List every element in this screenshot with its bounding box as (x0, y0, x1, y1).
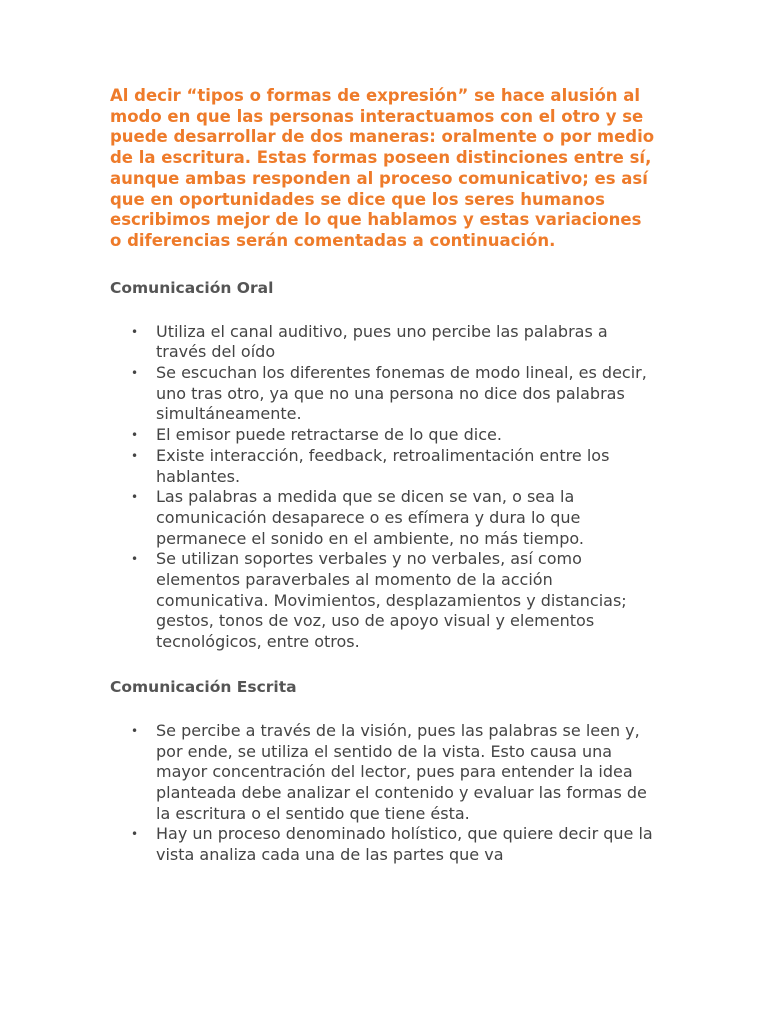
bullet-icon: • (131, 324, 139, 339)
section-heading-oral: Comunicación Oral (110, 278, 274, 297)
list-item (110, 322, 658, 363)
bullet-icon: • (131, 552, 139, 567)
list-item-text: Se escuchan los diferentes fonemas de modo lineal, es decir, uno tras otro, ya que no una persona no dice dos palabras simultáneamente. (156, 363, 647, 424)
list-item-text: Se utilizan soportes verbales y no verbales, así como elementos paraverbales al momento de la acción comunicativa. Movimientos, desplazamientos y distancias; gestos, tonos de voz, uso de apoyo visual y elementos tecnológicos, entre otros. (156, 549, 627, 652)
list-item-text: Se percibe a través de la visión, pues las palabras se leen y, por ende, se utiliza el sentido de la vista. Esto causa una mayor concentración del lector, pues para entender la idea planteada debe analizar el contenido y evaluar las formas de la escritura o el sentido que tiene ésta. (156, 720, 647, 823)
list-item-text: Utiliza el canal auditivo, pues uno percibe las palabras a través del oído (156, 321, 608, 362)
bullet-icon: • (131, 827, 139, 842)
list-item (110, 721, 658, 825)
bullet-icon: • (131, 428, 139, 443)
section-heading-escrita: Comunicación Escrita (110, 677, 297, 696)
bullet-icon: • (131, 448, 139, 463)
list-item (110, 425, 658, 446)
list-item-text: Las palabras a medida que se dicen se van, o sea la comunicación desaparece o es efímera y dura lo que permanece el sonido en el ambiente, no más tiempo. (156, 487, 584, 548)
list-item (110, 363, 658, 425)
list-item (110, 549, 658, 653)
bullet-icon: • (131, 490, 139, 505)
list-item-text: Hay un proceso denominado holístico, que quiere decir que la vista analiza cada una de las partes que va (156, 824, 653, 865)
bullet-icon: • (131, 366, 139, 381)
intro-paragraph: Al decir “tipos o formas de expresión” se hace alusión al modo en que las personas interactuamos con el otro y se puede desarrollar de dos maneras: oralmente o por medio de la escritura. Estas formas poseen distinciones entre sí, aunque ambas responden al proceso comunicativo; es así que en oportunidades se dice que los seres humanos escribimos mejor de lo que hablamos y estas variaciones o diferencias serán comentadas a continuación. (110, 86, 655, 250)
bullet-list-escrita (110, 721, 658, 866)
section-escrita (110, 677, 658, 866)
list-item-text: El emisor puede retractarse de lo que dice. (156, 425, 502, 445)
list-item (110, 824, 658, 865)
bullet-list-oral (110, 322, 658, 653)
document-content (110, 86, 658, 890)
list-item (110, 446, 658, 487)
list-item (110, 487, 658, 549)
bullet-icon: • (131, 723, 139, 738)
section-oral (110, 278, 658, 653)
list-item-text: Existe interacción, feedback, retroalimentación entre los hablantes. (156, 445, 610, 486)
